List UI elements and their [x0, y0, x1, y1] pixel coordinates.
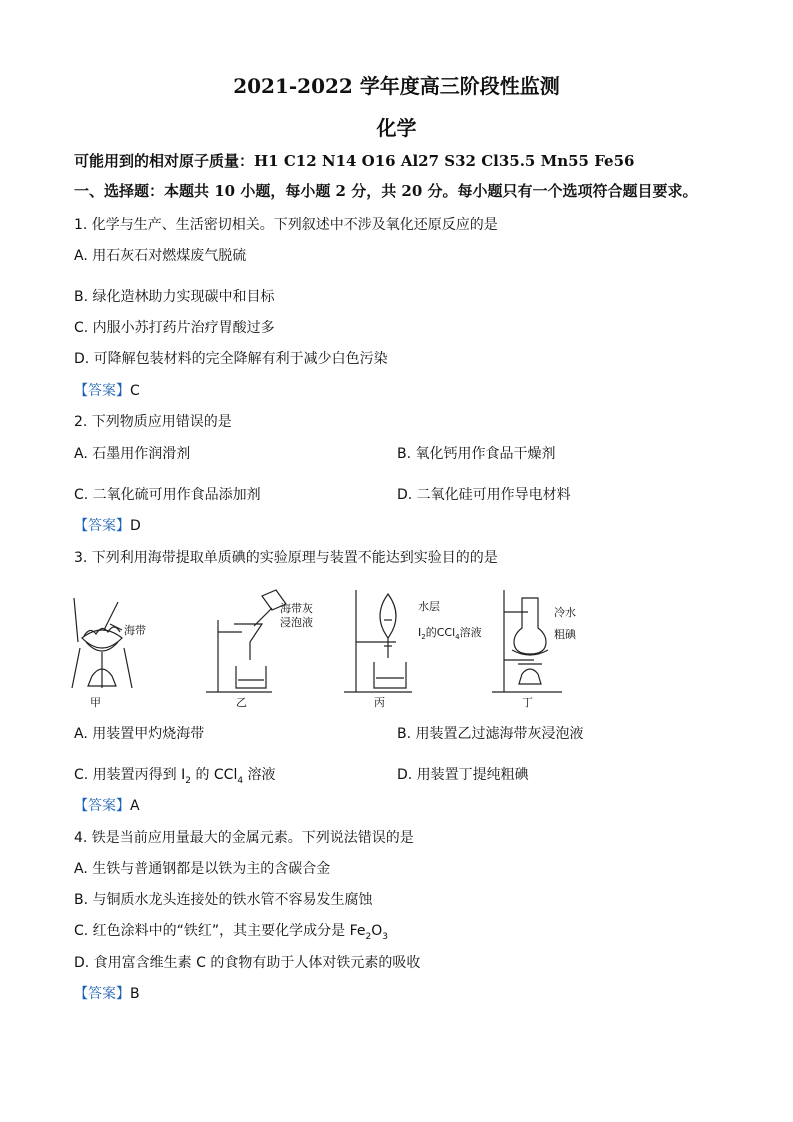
- q2-option-d: D. 二氧化硅可用作导电材料: [397, 487, 571, 503]
- q1-option-d: D. 可降解包装材料的完全降解有利于减少白色污染: [74, 351, 388, 367]
- q1-answer-value: C: [130, 383, 140, 399]
- q3-option-a: A. 用装置甲灼烧海带: [74, 726, 205, 742]
- q2-option-c: C. 二氧化硫可用作食品添加剂: [74, 487, 261, 503]
- q2-stem: 2. 下列物质应用错误的是: [74, 414, 232, 430]
- label-haidaihui-1: 海带灰: [280, 602, 313, 615]
- q2-answer-value: D: [130, 518, 141, 534]
- label-ding: 丁: [522, 696, 533, 709]
- q4-answer-value: B: [130, 986, 140, 1002]
- label-i2-sub: 2: [421, 633, 426, 641]
- label-yi: 乙: [236, 696, 247, 709]
- q4-c-text: C. 红色涂料中的“铁红”，其主要化学成分是 Fe: [74, 923, 366, 939]
- q3-answer: [74, 795, 140, 815]
- apparatus-yi: [206, 590, 286, 692]
- answer-label: 【答案】: [74, 986, 130, 1002]
- q3-option-d: D. 用装置丁提纯粗碘: [397, 767, 529, 783]
- q4-option-a: A. 生铁与普通钢都是以铁为主的含碳合金: [74, 861, 331, 877]
- q4-option-d: D. 食用富含维生素 C 的食物有助于人体对铁元素的吸收: [74, 955, 421, 971]
- q1-stem: 1. 化学与生产、生活密切相关。下列叙述中不涉及氧化还原反应的是: [74, 217, 498, 233]
- subject-title: 化学: [376, 116, 417, 140]
- label-i2-text: I: [418, 626, 422, 639]
- label-i2-ccl4: [418, 625, 482, 641]
- q3-c-sub2: 4: [237, 775, 244, 786]
- q3-c-sub1: 2: [185, 775, 191, 786]
- answer-label: 【答案】: [74, 798, 130, 814]
- q4-stem: 4. 铁是当前应用量最大的金属元素。下列说法错误的是: [74, 830, 414, 846]
- q1-answer: [74, 380, 140, 400]
- label-cudian: 粗碘: [554, 628, 576, 641]
- q4-option-c: [74, 920, 388, 942]
- q4-c-sub2: 3: [382, 931, 389, 942]
- label-bing: 丙: [374, 696, 385, 709]
- atomic-mass-line: 可能用到的相对原子质量：H1 C12 N14 O16 Al27 S32 Cl35.5 Mn55 Fe56: [74, 152, 635, 170]
- apparatus-jia: [72, 598, 132, 688]
- label-haidaihui-2: 浸泡液: [280, 616, 313, 629]
- label-ccl4-sub: 4: [455, 633, 460, 641]
- q4-c-mid: O: [371, 923, 383, 939]
- answer-label: 【答案】: [74, 518, 130, 534]
- q4-c-sub1: 2: [365, 931, 372, 942]
- label-lengshui: 冷水: [554, 606, 576, 619]
- q1-option-b: B. 绿化造林助力实现碳中和目标: [74, 289, 275, 305]
- apparatus-bing: [344, 590, 412, 692]
- q3-answer-value: A: [130, 798, 140, 814]
- q2-answer: [74, 515, 141, 535]
- q2-option-b: B. 氧化钙用作食品干燥剂: [397, 446, 556, 462]
- answer-label: 【答案】: [74, 383, 130, 399]
- label-jia: 甲: [90, 696, 101, 709]
- q1-option-c: C. 内服小苏打药片治疗胃酸过多: [74, 320, 275, 336]
- label-solution-text: 溶液: [459, 626, 482, 639]
- q3-c-post: 溶液: [243, 767, 276, 783]
- q4-option-b: B. 与铜质水龙头连接处的铁水管不容易发生腐蚀: [74, 892, 373, 908]
- apparatus-ding: [492, 590, 562, 692]
- apparatus-figure: [66, 580, 586, 710]
- label-haidai: 海带: [124, 624, 146, 637]
- q3-c-text: C. 用装置丙得到 I: [74, 767, 186, 783]
- section-heading: 一、选择题：本题共 10 小题，每小题 2 分，共 20 分。每小题只有一个选项符合题目要求。: [74, 182, 698, 200]
- q1-option-a: A. 用石灰石对燃煤废气脱硫: [74, 248, 247, 264]
- label-shuiceng: 水层: [418, 600, 440, 613]
- q3-stem: 3. 下列利用海带提取单质碘的实验原理与装置不能达到实验目的的是: [74, 550, 498, 566]
- q3-option-c: [74, 764, 276, 786]
- page-title: 2021-2022 学年度高三阶段性监测: [233, 74, 560, 98]
- label-ccl-text: 的CCl: [425, 626, 456, 639]
- q3-option-b: B. 用装置乙过滤海带灰浸泡液: [397, 726, 584, 742]
- q2-option-a: A. 石墨用作润滑剂: [74, 446, 191, 462]
- q4-answer: [74, 983, 140, 1003]
- q3-c-mid: 的 CCl: [191, 767, 238, 783]
